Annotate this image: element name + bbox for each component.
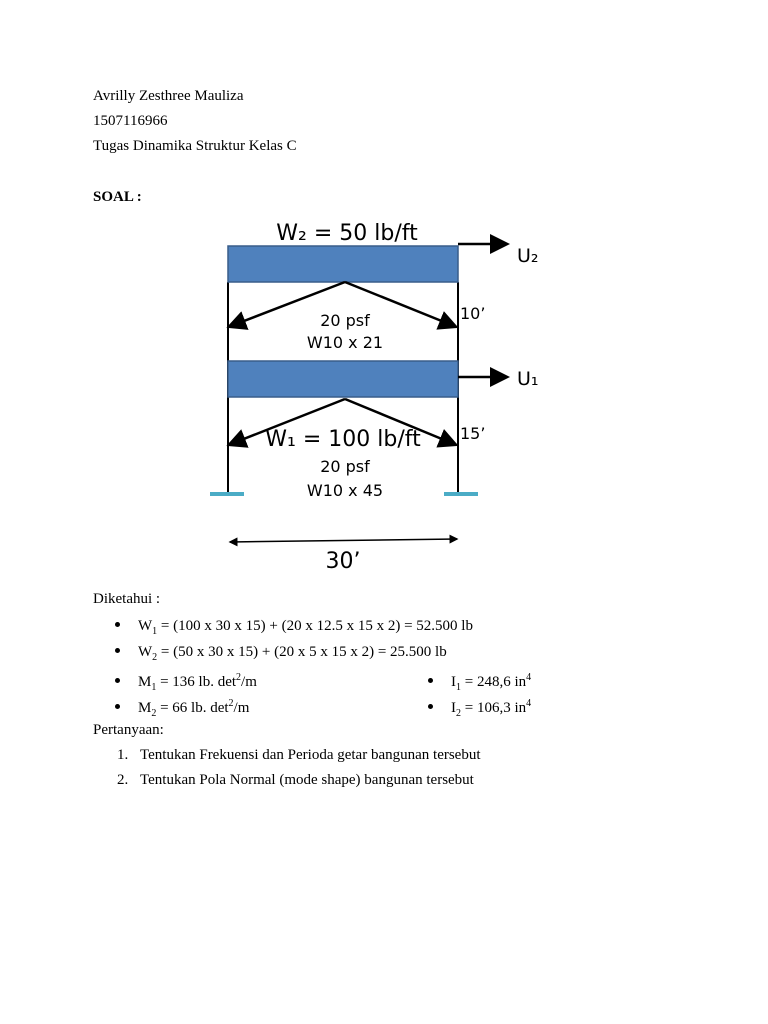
list-item: 1. Tentukan Frekuensi dan Perioda getar bangunan tersebut <box>117 747 481 763</box>
bullet-icon <box>115 704 120 709</box>
bullet-icon <box>115 622 120 627</box>
diketahui-label: Diketahui : <box>93 591 161 607</box>
span-dimension-arrow <box>230 539 457 542</box>
list-item: $I_1 = 248,6$ $in^4$ <box>428 669 531 697</box>
u1-label: U₁ <box>517 368 539 390</box>
u2-label: U₂ <box>517 245 539 267</box>
soal-heading: SOAL : <box>93 189 142 205</box>
bullet-icon <box>115 678 120 683</box>
upper-height-label: 10’ <box>460 304 486 323</box>
list-item: 2. Tentukan Pola Normal (mode shape) bangunan tersebut <box>117 772 474 788</box>
list-item: $M_1 = 136$ lb. $\det^2/m$ <box>115 669 257 697</box>
span-label: 30’ <box>325 549 361 574</box>
list-item: $W_1 = (100$ x 30 x 15) + (20 x 12.5 x 15 x 2) = 52.500 lb <box>115 617 473 641</box>
student-id: 1507116966 <box>93 113 168 129</box>
list-item: $M_2 = 66$ lb. $\det^2/m$ <box>115 695 249 723</box>
w1-label: W₁ = 100 lb/ft <box>265 427 421 452</box>
author-name: Avrilly Zesthree Mauliza <box>93 88 244 104</box>
upper-beam <box>228 246 458 282</box>
bullet-icon <box>428 678 433 683</box>
lower-section-label: W10 x 45 <box>306 481 384 500</box>
frame-diagram <box>0 210 768 580</box>
bullet-icon <box>115 648 120 653</box>
lower-beam <box>228 361 458 397</box>
list-item: $I_2 = 106,3$ $in^4$ <box>428 695 531 723</box>
lower-height-label: 15’ <box>460 424 486 443</box>
bullet-icon <box>428 704 433 709</box>
upper-load-label: 20 psf <box>320 311 370 330</box>
w2-label: W₂ = 50 lb/ft <box>276 221 418 246</box>
list-item: $W_2 = (50$ x 30 x 15) + (20 x 5 x 15 x 2) = 25.500 lb <box>115 643 447 667</box>
upper-section-label: W10 x 21 <box>306 333 384 352</box>
pertanyaan-label: Pertanyaan: <box>93 722 164 738</box>
assignment-title: Tugas Dinamika Struktur Kelas C <box>93 138 297 154</box>
lower-load-label: 20 psf <box>320 457 370 476</box>
